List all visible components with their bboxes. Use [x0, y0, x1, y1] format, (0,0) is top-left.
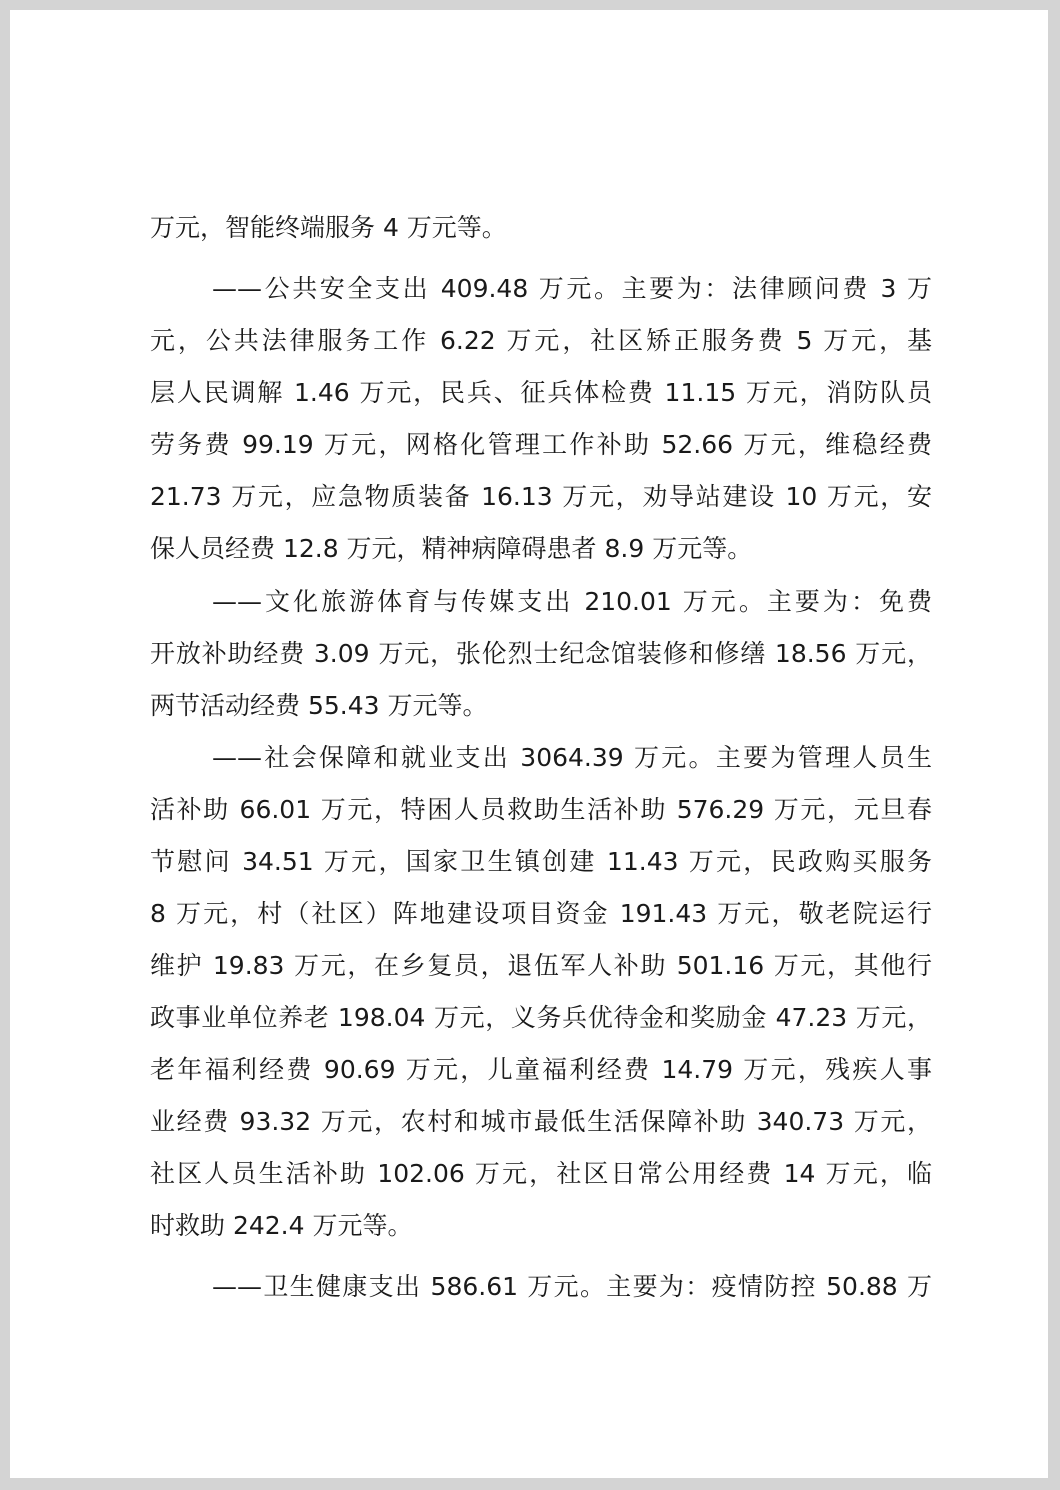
document-page — [10, 10, 1048, 1478]
text-line: ——社会保障和就业支出 3064.39 万元。主要为管理人员生 — [212, 743, 932, 772]
text-line: ——公共安全支出 409.48 万元。主要为：法律顾问费 3 万 — [212, 274, 932, 303]
text-line: 保人员经费 12.8 万元，精神病障碍患者 8.9 万元等。 — [150, 534, 753, 563]
text-line: ——文化旅游体育与传媒支出 210.01 万元。主要为：免费 — [212, 587, 932, 616]
text-line: 开放补助经费 3.09 万元，张伦烈士纪念馆装修和修缮 18.56 万元， — [150, 639, 932, 668]
text-line: 业经费 93.32 万元，农村和城市最低生活保障补助 340.73 万元， — [150, 1107, 932, 1136]
text-line: 时救助 242.4 万元等。 — [150, 1211, 413, 1240]
text-line: 节慰问 34.51 万元，国家卫生镇创建 11.43 万元，民政购买服务 — [150, 847, 932, 876]
text-line: 老年福利经费 90.69 万元，儿童福利经费 14.79 万元，残疾人事 — [150, 1055, 932, 1084]
text-line: 劳务费 99.19 万元，网格化管理工作补助 52.66 万元，维稳经费 — [150, 430, 932, 459]
text-line: 社区人员生活补助 102.06 万元，社区日常公用经费 14 万元，临 — [150, 1159, 932, 1188]
text-line: 活补助 66.01 万元，特困人员救助生活补助 576.29 万元，元旦春 — [150, 795, 932, 824]
text-line: 万元，智能终端服务 4 万元等。 — [150, 213, 507, 242]
text-line: 8 万元，村（社区）阵地建设项目资金 191.43 万元，敬老院运行 — [150, 899, 932, 928]
text-line: 维护 19.83 万元，在乡复员，退伍军人补助 501.16 万元，其他行 — [150, 951, 932, 980]
text-line: 层人民调解 1.46 万元，民兵、征兵体检费 11.15 万元，消防队员 — [150, 378, 932, 407]
text-line: ——卫生健康支出 586.61 万元。主要为：疫情防控 50.88 万 — [212, 1272, 932, 1301]
text-line: 21.73 万元，应急物质装备 16.13 万元，劝导站建设 10 万元，安 — [150, 482, 932, 511]
text-line: 两节活动经费 55.43 万元等。 — [150, 691, 488, 720]
text-line: 元，公共法律服务工作 6.22 万元，社区矫正服务费 5 万元，基 — [150, 326, 932, 355]
text-line: 政事业单位养老 198.04 万元，义务兵优待金和奖励金 47.23 万元， — [150, 1003, 932, 1032]
